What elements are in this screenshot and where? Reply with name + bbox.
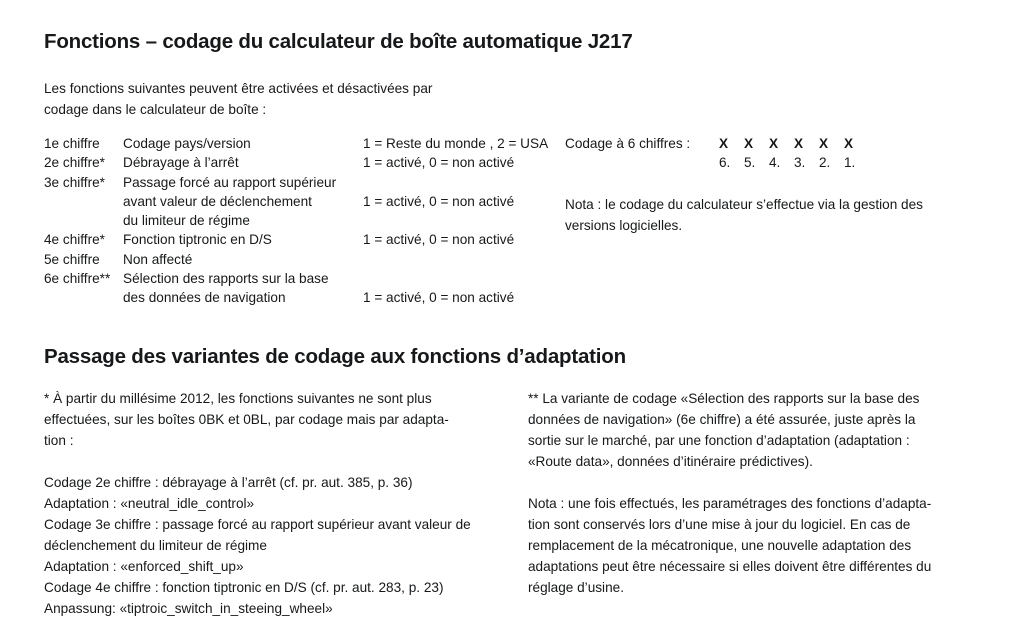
- function-description: Sélection des rapports sur la base: [123, 271, 329, 287]
- table-row: [44, 134, 549, 153]
- code-position: 2.: [819, 155, 831, 171]
- footnote2-line-3: sortie sur le marché, par une fonction d’adaptation (adaptation :: [528, 433, 910, 448]
- value-mapping: 1 = activé, 0 = non activé: [363, 290, 515, 306]
- table-row: [44, 250, 544, 269]
- digit-label: 6e chiffre**: [44, 271, 111, 287]
- nota2-line-2: tion sont conservés lors d’une mise à jour du logiciel. En cas de: [528, 517, 911, 532]
- six-digit-code-block: [565, 134, 869, 173]
- coding-table: [44, 134, 549, 308]
- footnote-line-3: tion :: [44, 433, 74, 448]
- digit-label: 5e chiffre: [44, 251, 100, 267]
- footnote2-line-2: données de navigation» (6e chiffre) a été assurée, juste après la: [528, 412, 916, 427]
- value-mapping: 1 = activé, 0 = non activé: [363, 193, 515, 209]
- function-description: Passage forcé au rapport supérieur: [123, 174, 337, 190]
- intro-line-2: codage dans le calculateur de boîte :: [44, 102, 267, 117]
- code-position: 6.: [719, 155, 731, 171]
- six-digit-marks-row: [565, 134, 869, 153]
- adaptation-line-3: Codage 3e chiffre : passage forcé au rapport supérieur avant valeur de: [44, 517, 471, 532]
- code-position: 4.: [769, 155, 781, 171]
- adaptation-line-5: Adaptation : «enforced_shift_up»: [44, 559, 244, 574]
- adaptation-line-1: Codage 2e chiffre : débrayage à l’arrêt (cf. pr. aut. 385, p. 36): [44, 475, 413, 490]
- function-description: Codage pays/version: [123, 136, 251, 151]
- intro-line-1: Les fonctions suivantes peuvent être activées et désactivées par: [44, 81, 433, 96]
- digit-label: 3e chiffre*: [44, 174, 105, 190]
- footnote-double-asterisk: [528, 388, 998, 472]
- page-title-functions: Fonctions – codage du calculateur de boîte automatique J217: [44, 30, 633, 53]
- table-row: [44, 192, 544, 211]
- value-mapping: 1 = activé, 0 = non activé: [363, 155, 515, 171]
- intro-paragraph: [44, 78, 564, 120]
- digit-label: 2e chiffre*: [44, 155, 105, 171]
- adaptation-list: [44, 472, 514, 619]
- function-description: avant valeur de déclenchement: [123, 193, 312, 209]
- six-digit-positions: [719, 153, 869, 172]
- six-digit-positions-row: [565, 153, 869, 172]
- value-mapping: 1 = activé, 0 = non activé: [363, 232, 515, 248]
- code-mark: X: [719, 136, 729, 151]
- adaptation-line-4: déclenchement du limiteur de régime: [44, 538, 267, 553]
- six-digit-code-label: Codage à 6 chiffres :: [565, 136, 691, 151]
- nota2-line-1: Nota : une fois effectués, les paramétrages des fonctions d’adapta-: [528, 496, 932, 511]
- adaptation-line-6: Codage 4e chiffre : fonction tiptronic en D/S (cf. pr. aut. 283, p. 23): [44, 580, 444, 595]
- nota2-line-5: réglage d’usine.: [528, 580, 624, 595]
- digit-label: 4e chiffre*: [44, 232, 105, 248]
- table-row: [44, 230, 544, 249]
- table-row: [44, 211, 544, 230]
- code-position: 5.: [744, 155, 756, 171]
- nota2-line-3: remplacement de la mécatronique, une nouvelle adaptation des: [528, 538, 912, 553]
- code-mark: X: [844, 136, 854, 151]
- footnote2-line-4: «Route data», données d’itinéraire prédictives).: [528, 454, 813, 469]
- code-mark: X: [769, 136, 779, 151]
- table-row: [44, 269, 544, 288]
- code-mark: X: [819, 136, 829, 151]
- code-position: 1.: [844, 155, 856, 171]
- nota2-line-4: adaptations peut être nécessaire si elles doivent être différentes du: [528, 559, 932, 574]
- section-title-passage: Passage des variantes de codage aux fonctions d’adaptation: [44, 345, 626, 368]
- table-row: [44, 153, 544, 172]
- table-row: [44, 173, 544, 192]
- code-mark: X: [744, 136, 754, 151]
- function-description: du limiteur de régime: [123, 213, 250, 229]
- nota-line-1: Nota : le codage du calculateur s’effectue via la gestion des: [565, 197, 923, 212]
- adaptation-line-2: Adaptation : «neutral_idle_control»: [44, 496, 255, 511]
- bottom-right-column: [528, 388, 998, 598]
- footnote-line-1: * À partir du millésime 2012, les fonctions suivantes ne sont plus: [44, 391, 432, 406]
- function-description: des données de navigation: [123, 290, 286, 306]
- function-description: Fonction tiptronic en D/S: [123, 232, 272, 248]
- nota-software-versions: [565, 194, 985, 236]
- value-mapping: 1 = Reste du monde , 2 = USA: [363, 136, 549, 151]
- code-mark: X: [794, 136, 804, 151]
- function-description: Non affecté: [123, 251, 193, 267]
- footnote2-line-1: ** La variante de codage «Sélection des rapports sur la base des: [528, 391, 920, 406]
- digit-label: 1e chiffre: [44, 136, 100, 151]
- code-position: 3.: [794, 155, 806, 171]
- six-digit-marks: [719, 134, 869, 153]
- table-row: [44, 288, 544, 307]
- nota-line-2: versions logicielles.: [565, 218, 683, 233]
- bottom-left-column: [44, 388, 514, 619]
- footnote-line-2: effectuées, sur les boîtes 0BK et 0BL, par codage mais par adapta-: [44, 412, 449, 427]
- function-description: Débrayage à l’arrêt: [123, 155, 239, 171]
- nota-adaptation-persistence: [528, 493, 998, 598]
- footnote-single-asterisk: [44, 388, 514, 451]
- adaptation-line-7: Anpassung: «tiptroic_switch_in_steeing_wheel»: [44, 601, 333, 616]
